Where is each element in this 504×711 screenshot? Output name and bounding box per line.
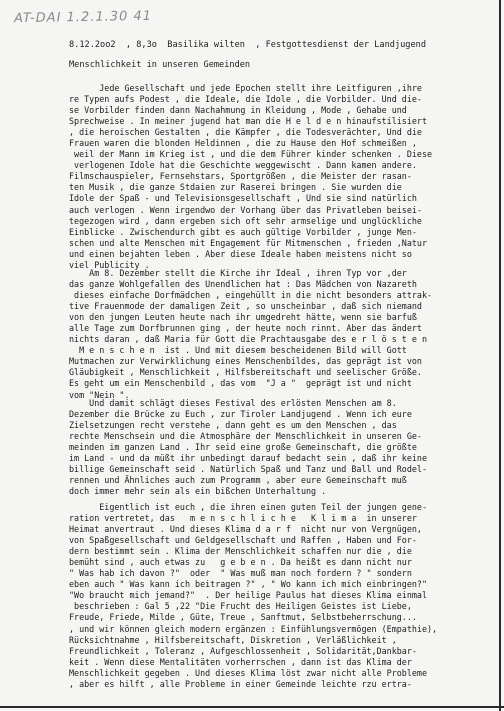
text-line: im Land - und da müßt ihr unbedingt darauf bedacht sein , daß ihr keine <box>69 453 427 464</box>
text-line: von Spaßgesellschaft und Geldgesellschaft und Raffen , Haben und For- <box>69 535 417 546</box>
text-line: Zielsetzungen recht verstehe , dann geht es um den Menschen , das <box>69 420 397 431</box>
page-border-bottom <box>0 706 504 708</box>
text-line: Freundlichkeit , Toleranz , Aufgeschlossenheit , Solidarität,Dankbar- <box>69 645 417 656</box>
text-line: vom "Nein ". <box>69 389 130 400</box>
text-line: Und damit schlägt dieses Festival des erlösten Menschen am 8. <box>69 398 397 408</box>
text-line: ten Musik , die ganze Stdaien zur Raserei bringen . Sie wurden die <box>69 182 402 193</box>
text-line: weil der Mann im Krieg ist , und die dem Führer kinder schenken . Diese <box>69 149 433 160</box>
text-line: Freude, Friede, Milde , Güte, Treue , Sanftmut, Selbstbeherrschung... <box>69 612 417 623</box>
paragraph-2 <box>69 268 501 401</box>
text-line: meinden im ganzen Land . Ihr seid eine große Gemeinschaft, die größte <box>69 442 417 453</box>
text-line: beschrieben : Gal 5 ,22 "Die Frucht des Heiligen Geistes ist Liebe, <box>69 601 412 612</box>
text-line: rechte Menschsein und die Atmosphäre der Menschlichkeit in unseren Ge- <box>69 431 422 442</box>
archive-stamp: AT-DAI 1.2.1.30 41 <box>13 8 153 27</box>
text-line: Frauen waren die blonden Heldinnen , die zu Hause den Hof schmeißen , <box>69 138 417 149</box>
text-line: M e n s c h e n ist . Und mit diesem bescheidenen Bild will Gott <box>69 345 407 356</box>
text-line: , die heroischen Gestalten , die Kämpfer , die Todesverächter, Und die <box>69 127 422 138</box>
text-line: ration vertretet, das m e n s c h l i c h e K l i m a in unserer <box>69 513 417 524</box>
text-line: keit . Wenn diese Mentalitäten vorherrschen , dann ist das Klima der <box>69 656 412 667</box>
document-title: Menschlichkeit in unseren Gemeinden <box>69 60 251 70</box>
text-line: Heimat anvertraut . Und dieses Klima d a r f nicht nur von Vergnügen, <box>69 524 422 535</box>
text-line: Es geht um ein Menschenbild , das vom "J a " geprägt ist und nicht <box>69 378 412 389</box>
text-line: Menschlichkeit gegeben . Und dieses Klima löst zwar nicht alle Probleme <box>69 667 427 678</box>
text-line: viel Publicity . <box>69 259 150 270</box>
text-line: Dezember die Brücke zu Euch , zur Tiroler Landjugend . Wenn ich eure <box>69 409 412 420</box>
text-line: doch immer mehr sein als ein bißchen Unterhaltung . <box>69 486 327 497</box>
text-line: , und wir können gleich modern ergänzen : Einfühlungsvermögen (Empathie), <box>69 623 438 634</box>
text-line: rennen und Ähnliches auch zum Programm , aber eure Gemeinschaft muß <box>69 475 407 486</box>
text-line: Jede Gesellschaft und jede Epochen stellt ihre Leitfiguren ,ihre <box>69 83 422 93</box>
text-line: das ganze Wohlgefallen des Unendlichen hat : Das Mädchen von Nazareth <box>69 279 417 290</box>
text-line: " Was hab ich davon ?" oder " Was muß man noch fordern ? " sondern <box>69 568 412 579</box>
text-line: se Vorbilder finden dann Nachahmung in Kleidung , Mode , Gehabe und <box>69 105 407 116</box>
text-line: Filmschauspieler, Fernsehstars, Sportgrößen , die Meister der rasan- <box>69 171 412 182</box>
text-line: dieses einfache Dorfmädchen , eingehüllt in die nicht besonders attrak- <box>69 290 433 301</box>
paragraph-4 <box>69 502 501 690</box>
text-line: re Typen aufs Podest , die Ideale, die Idole , die Vorbilder. Und die- <box>69 94 422 105</box>
text-line: von den jungen Leuten heute nach ihr umgedreht hätte, wenn sie barfuß <box>69 312 417 323</box>
text-line: Am 8. Dezember stellt die Kirche ihr Ideal , ihren Typ vor ,der <box>69 268 407 278</box>
paragraph-1 <box>69 83 501 271</box>
text-line: tegezogen wird , dann ergeben sich oft sehr armselige und unglückliche <box>69 215 422 226</box>
text-line: , aber es hilft , alle Probleme in einer Gemeinde leichte rzu ertra- <box>69 678 412 689</box>
text-line: schen und alte Menschen mit Engagement für Mitmenschen , frieden ,Natur <box>69 237 427 248</box>
text-line: Einblicke . Zwischendurch gibt es auch gültige Vorbilder , junge Men- <box>69 226 417 237</box>
text-line: Gläubigkeit , Menschlichkeit , Hilfsbereitschaft und seelischer Größe. <box>69 367 422 378</box>
text-line: Idole der Spaß - und Televisionsgesellschaft , Und sie sind natürlich <box>69 193 417 204</box>
text-line: alle Tage zum Dorfbrunnen ging , der heute noch rinnt. Aber das ändert <box>69 323 422 334</box>
text-line: dern bestimmt sein . Klima der Menschlichkeit schaffen nur die , die <box>69 546 412 557</box>
text-line: eben auch " Was kann ich beitragen ?" , " Wo kann ich mich einbringen?" <box>69 579 427 590</box>
text-line: auch verlogen . Wenn irgendwo der Vorhang über das Privatleben beisei- <box>69 204 422 215</box>
text-line: "Wo braucht mich jemand?" . Der heilige Paulus hat dieses Klima einmal <box>69 590 427 601</box>
document-header: 8.12.2oo2 , 8,3o Basilika wilten , Festgottesdienst der Landjugend <box>69 40 426 50</box>
text-line: verlogenen Idole hat die Geschichte weggewischt . Dann kamen andere. <box>69 160 417 171</box>
text-line: bemüht sind , auch etwas zu g e b e n . Da heißt es dann nicht nur <box>69 557 412 568</box>
text-line: Mutmachen zur Verwirklichung eines Menschenbildes, das geprägt ist von <box>69 356 422 367</box>
paragraph-3 <box>69 398 501 497</box>
text-line: billige Gemeinschaft seid . Natürlich Spaß und Tanz und Ball und Rodel- <box>69 464 427 475</box>
text-line: und einen bejahten leben . Aber diese Ideale haben meistens nicht so <box>69 248 412 259</box>
text-line: tive Frauenmode der damaligen Zeit , so unscheinbar , daß sich niemand <box>69 301 422 312</box>
text-line: nichts daran , daß Maria für Gott die Prachtausgabe des e r l ö s t e n <box>69 334 427 345</box>
text-line: Sprechweise . In meiner jugend hat man die H e l d e n hinaufstilisiert <box>69 116 427 127</box>
text-line: Rücksichtnahme , Hilfsbereitschaft, Diskretion , Verläßlichkeit , <box>69 634 397 645</box>
text-line: Eigentlich ist euch , die ihren einen guten Teil der jungen gene- <box>69 502 427 512</box>
